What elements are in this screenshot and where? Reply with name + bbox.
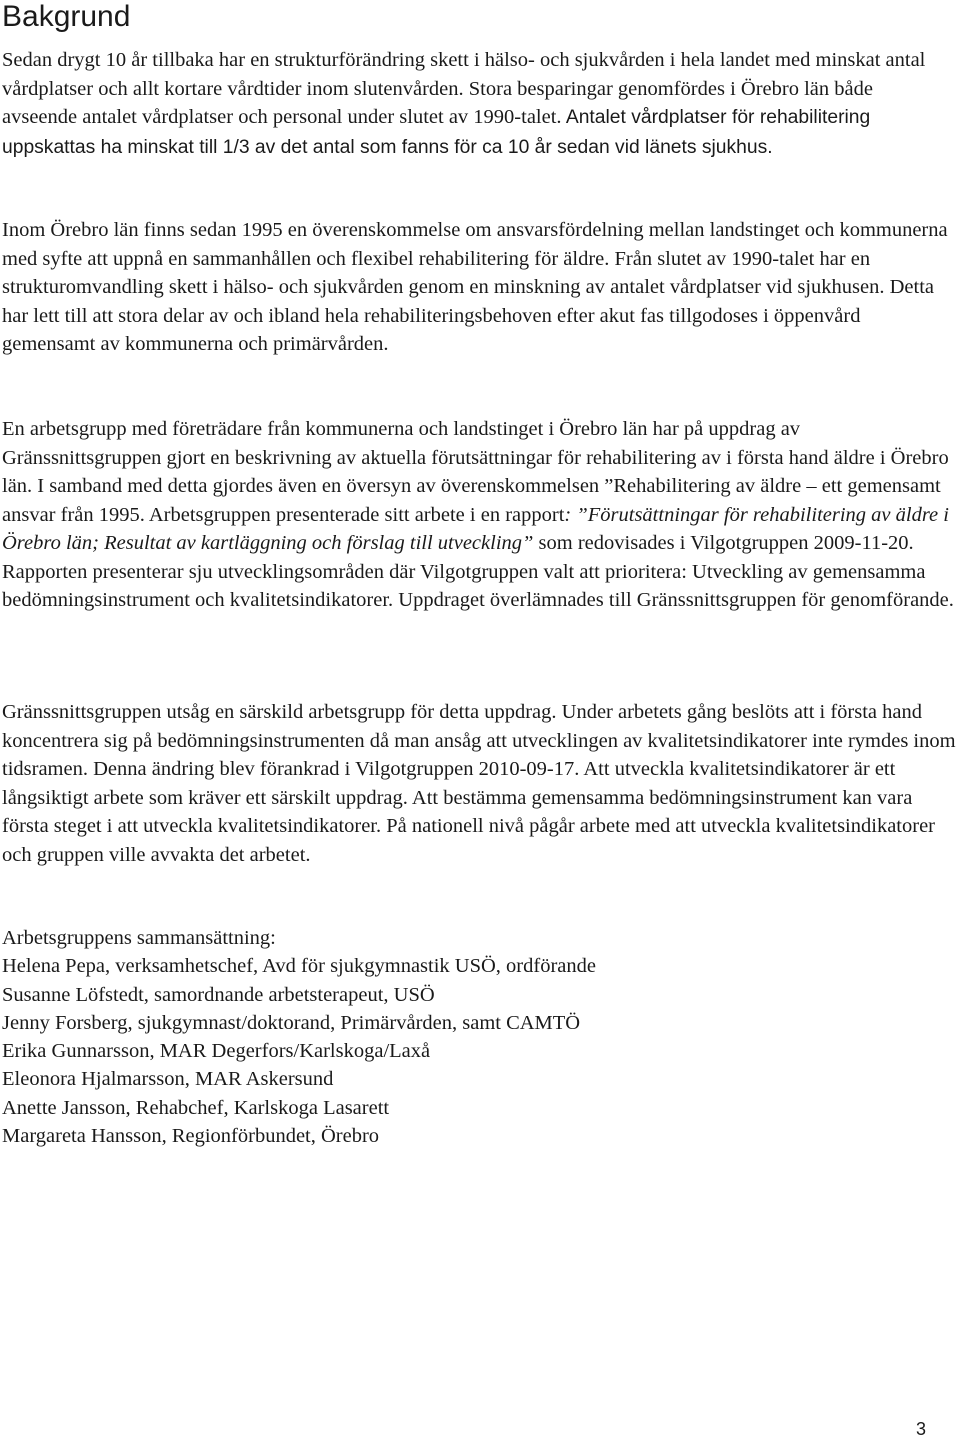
member-item: Helena Pepa, verksamhetschef, Avd för sjukgymnastik USÖ, ordförande xyxy=(2,955,596,978)
member-item: Jenny Forsberg, sjukgymnast/doktorand, Primärvården, samt CAMTÖ xyxy=(2,1011,581,1034)
paragraph-text: En arbetsgrupp med företrädare från kommunerna och landstinget i Örebro län har på uppdrag av Gränssnittsgruppen gjort en beskrivning av aktuella förutsättningar för rehabilitering av i första hand äldre i Örebro län. I samband med detta gjordes även en översyn av överenskommelsen ”Rehabilitering av äldre – ett gemensamt ansvar från 1995. Arbetsgruppen presenterade sitt arbete i en rapport xyxy=(2,418,949,526)
members-heading: Arbetsgruppens sammansättning: xyxy=(2,927,276,949)
paragraph-text: som redovisades i Vilgotgruppen 2009-11-20. Rapporten presenterar sju utvecklingsområden där Vilgotgruppen valt att prioritera: Utveckling av gemensamma bedömningsinstrument och kvalitetsindikatorer. Uppdraget överlämnades till Gränssnittsgruppen för genomförande. xyxy=(2,532,954,611)
paragraph-text: Sedan drygt 10 år tillbaka har en strukturförändring skett i hälso- och sjukvården i hela landet med minskat antal vårdplatser och allt kortare vårdtider inom slutenvården. Stora besparingar genomfördes i Örebro län både avseende antalet vårdplatser och personal under slutet av 1990-talet. xyxy=(2,49,926,128)
member-item: Susanne Löfstedt, samordnande arbetsterapeut, USÖ xyxy=(2,983,435,1006)
paragraph-agreement: Inom Örebro län finns sedan 1995 en överenskommelse om ansvarsfördelning mellan landstinget och kommunerna med syfte att uppnå en sammanhållen och flexibel rehabilitering för äldre. Från slutet av 1990-talet har en strukturomvandling skett i hälso- och sjukvården genom en minskning av antalet vårdplatser vid sjukhusen. Detta har lett till att stora delar av och ibland hela rehabiliteringsbehoven efter akut fas tillgodoses i öppenvård gemensamt av kommunerna och primärvården. xyxy=(2,219,948,355)
paragraph-workgroup xyxy=(2,415,958,615)
workgroup-members xyxy=(2,924,958,1150)
member-item: Anette Jansson, Rehabchef, Karlskoga Lasarett xyxy=(2,1096,390,1119)
member-item: Eleonora Hjalmarsson, MAR Askersund xyxy=(2,1068,334,1091)
report-title: : ”Förutsättningar för rehabilitering av äldre i Örebro län; Resultat av kartläggning och förslag till utveckling” xyxy=(2,503,949,554)
paragraph-text-sans: Antalet vårdplatser för rehabilitering uppskattas ha minskat till 1/3 av det antal som fanns för ca 10 år sedan vid länets sjukhus. xyxy=(2,107,871,158)
page-number: 3 xyxy=(916,1419,927,1439)
paragraph-background-intro xyxy=(2,46,952,162)
section-heading: Bakgrund xyxy=(2,0,131,33)
member-item: Erika Gunnarsson, MAR Degerfors/Karlskoga/Laxå xyxy=(2,1040,431,1063)
paragraph-assignment: Gränssnittsgruppen utsåg en särskild arbetsgrupp för detta uppdrag. Under arbetets gång beslöts att i första hand koncentrera sig på bedömningsinstrumenten då man ansåg att utvecklingen av kvalitetsindikatorer inte rymdes inom tidsramen. Denna ändring blev förankrad i Vilgotgruppen 2010-09-17. Att utveckla kvalitetsindikatorer är ett långsiktigt arbete som kräver ett särskilt uppdrag. Att bestämma gemensamma bedömningsinstrument kan vara första steget i att utveckla kvalitetsindikatorer. På nationell nivå pågår arbete med att utveckla kvalitetsindikatorer och gruppen ville avvakta det arbetet. xyxy=(2,701,956,866)
member-item: Margareta Hansson, Regionförbundet, Örebro xyxy=(2,1125,380,1148)
